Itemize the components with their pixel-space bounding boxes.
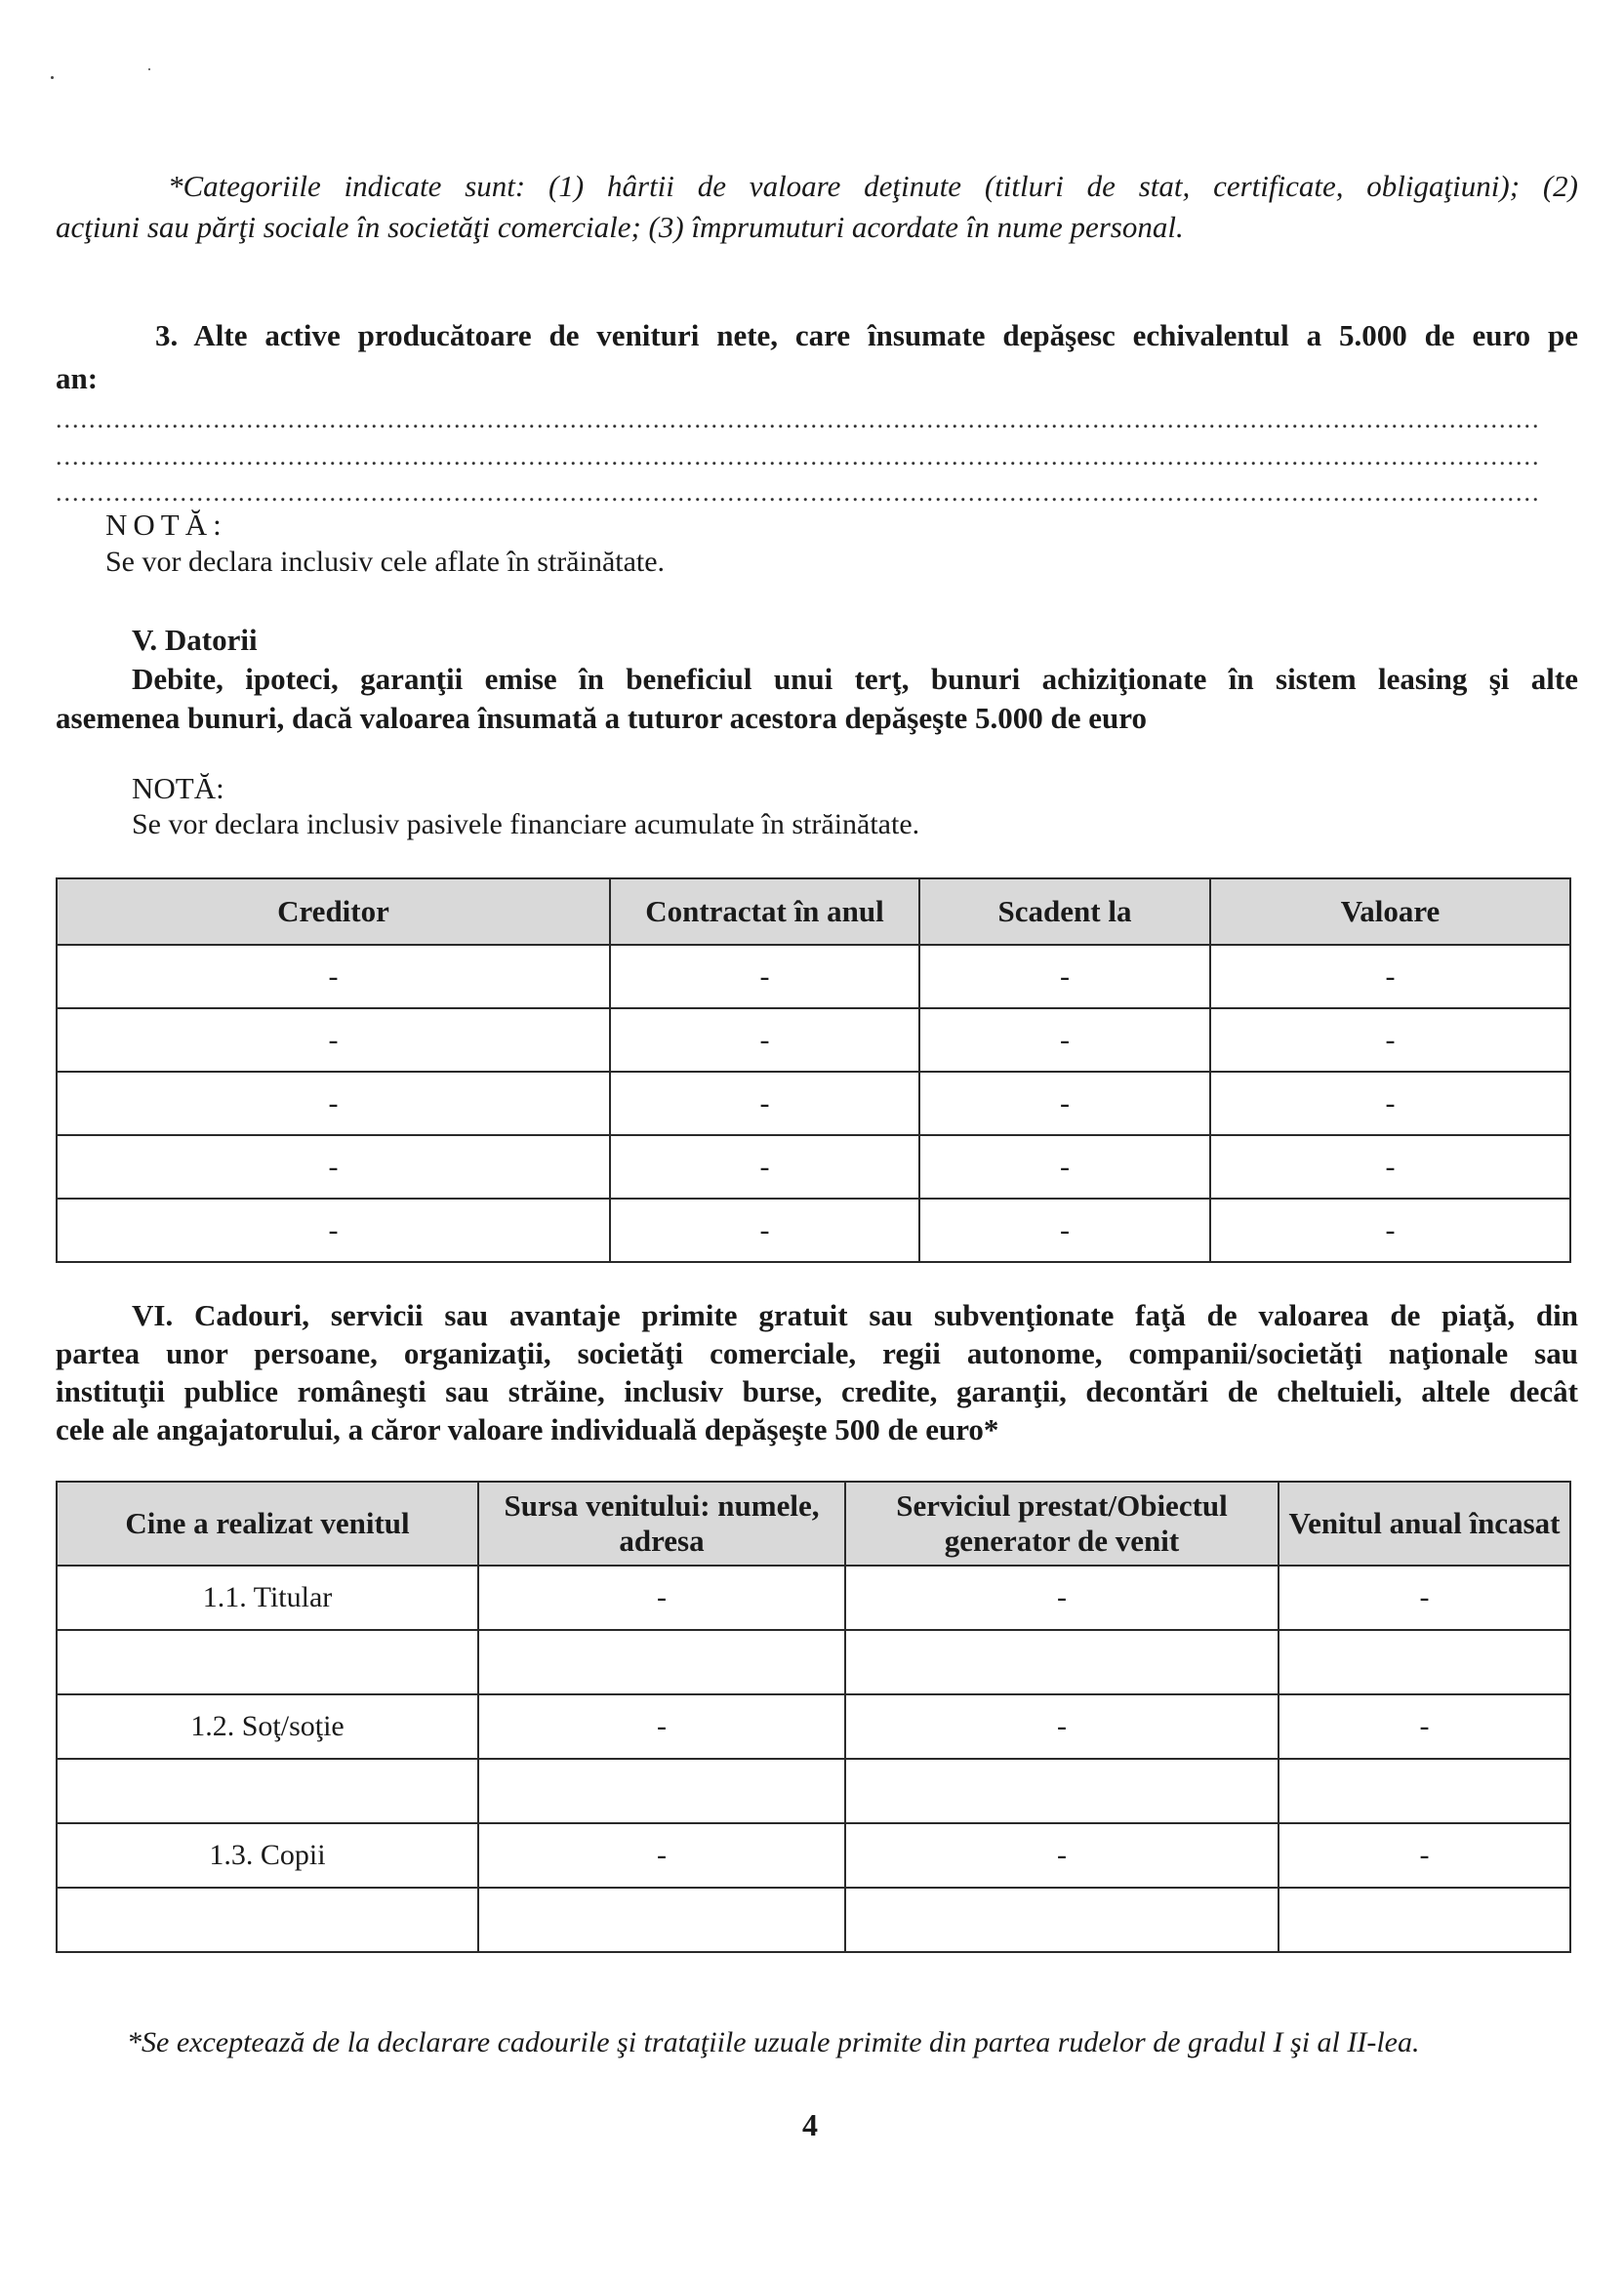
dotted-line-1: ................................................................................................................................................................................... bbox=[56, 405, 1541, 433]
section-5-description bbox=[56, 660, 1578, 738]
table-cell: - bbox=[919, 1199, 1210, 1262]
table-row bbox=[57, 1630, 1570, 1694]
section-3-heading bbox=[56, 314, 1578, 400]
categories-line-1: *Categoriile indicate sunt: (1) hârtii de valoare deţinute (titluri de stat, certificate, obligaţiuni); (2) bbox=[168, 169, 1578, 203]
table-cell: - bbox=[57, 945, 610, 1008]
table-cell: 1.2. Soţ/soţie bbox=[57, 1694, 478, 1759]
table-row bbox=[57, 1759, 1570, 1823]
dotted-line-2: ................................................................................................................................................................................... bbox=[56, 442, 1541, 470]
column-header-annual-income: Venitul anual încasat bbox=[1279, 1482, 1570, 1566]
column-header-value: Valoare bbox=[1210, 878, 1570, 945]
note-1-title: NOTĂ: bbox=[105, 508, 227, 542]
table-row bbox=[57, 1199, 1570, 1262]
section-5-line-1: Debite, ipoteci, garanţii emise în beneficiul unui terţ, bunuri achiziţionate în sistem leasing şi alte bbox=[132, 662, 1578, 696]
column-header-due-date: Scadent la bbox=[919, 878, 1210, 945]
table-cell bbox=[57, 1888, 478, 1952]
dotted-line-3: ................................................................................................................................................................................... bbox=[56, 478, 1541, 507]
table-row bbox=[57, 1072, 1570, 1135]
table-row bbox=[57, 1888, 1570, 1952]
table-cell bbox=[57, 1630, 478, 1694]
table-cell: - bbox=[610, 1008, 919, 1072]
section-6-line-2: partea unor persoane, organizaţii, societăţi comerciale, regii autonome, companii/societăţi naţionale sau bbox=[56, 1336, 1578, 1370]
section-3-line-2: an: bbox=[56, 361, 99, 395]
column-header-service-provided: Serviciul prestat/Obiectul generator de venit bbox=[845, 1482, 1279, 1566]
column-header-contracted-year: Contractat în anul bbox=[610, 878, 919, 945]
debts-table bbox=[56, 877, 1571, 1263]
column-header-who-earned: Cine a realizat venitul bbox=[57, 1482, 478, 1566]
table-cell: - bbox=[1279, 1823, 1570, 1888]
table-cell: - bbox=[57, 1199, 610, 1262]
table-row bbox=[57, 1823, 1570, 1888]
table-cell: - bbox=[1279, 1694, 1570, 1759]
table-row bbox=[57, 1566, 1570, 1630]
page-number: 4 bbox=[802, 2107, 818, 2142]
table-cell: - bbox=[610, 1072, 919, 1135]
table-cell bbox=[478, 1759, 845, 1823]
table-cell: - bbox=[478, 1694, 845, 1759]
table-cell: - bbox=[845, 1694, 1279, 1759]
table-row bbox=[57, 1135, 1570, 1199]
table-cell: - bbox=[610, 945, 919, 1008]
gifts-table bbox=[56, 1481, 1571, 1953]
table-cell: - bbox=[845, 1823, 1279, 1888]
table-cell bbox=[1279, 1759, 1570, 1823]
table-cell: - bbox=[919, 1008, 1210, 1072]
section-5-title: V. Datorii bbox=[132, 623, 258, 657]
table-cell: - bbox=[478, 1823, 845, 1888]
table-cell bbox=[478, 1630, 845, 1694]
table-row bbox=[57, 945, 1570, 1008]
table-cell: - bbox=[919, 1072, 1210, 1135]
table-cell: - bbox=[1210, 1135, 1570, 1199]
section-5-line-2: asemenea bunuri, dacă valoarea însumată a tuturor acestora depăşeşte 5.000 de euro bbox=[56, 701, 1147, 735]
note-2-title: NOTĂ: bbox=[132, 771, 224, 805]
table-cell: - bbox=[1210, 1008, 1570, 1072]
table-cell bbox=[1279, 1888, 1570, 1952]
table-cell: - bbox=[57, 1072, 610, 1135]
note-2-text: Se vor declara inclusiv pasivele financiare acumulate în străinătate. bbox=[132, 808, 920, 840]
section-6-line-3: instituţii publice româneşti sau străine, inclusiv burse, credite, garanţii, decontări de cheltuieli, altele decât bbox=[56, 1374, 1578, 1408]
table-cell bbox=[57, 1759, 478, 1823]
table-cell: - bbox=[1210, 1199, 1570, 1262]
scan-speck bbox=[148, 68, 150, 70]
table-cell: - bbox=[1210, 945, 1570, 1008]
column-header-creditor: Creditor bbox=[57, 878, 610, 945]
section-3-line-1: 3. Alte active producătoare de venituri nete, care însumate depăşesc echivalentul a 5.000 de euro pe bbox=[155, 318, 1578, 352]
table-cell: - bbox=[610, 1135, 919, 1199]
categories-footnote bbox=[56, 166, 1578, 248]
section-6-line-1: VI. Cadouri, servicii sau avantaje primite gratuit sau subvenţionate faţă de valoarea de piaţă, din bbox=[132, 1298, 1578, 1332]
gifts-footnote: *Se exceptează de la declarare cadourile şi trataţiile uzuale primite din partea rudelor de gradul I şi al II-lea. bbox=[127, 2026, 1420, 2058]
gifts-table-header-row bbox=[57, 1482, 1570, 1566]
table-cell: - bbox=[57, 1008, 610, 1072]
scan-speck bbox=[51, 76, 54, 79]
table-cell: - bbox=[919, 945, 1210, 1008]
column-header-income-source: Sursa venitului: numele, adresa bbox=[478, 1482, 845, 1566]
categories-line-2: acţiuni sau părţi sociale în societăţi comerciale; (3) împrumuturi acordate în nume personal. bbox=[56, 210, 1184, 244]
table-cell bbox=[1279, 1630, 1570, 1694]
note-1-text: Se vor declara inclusiv cele aflate în străinătate. bbox=[105, 546, 666, 578]
table-cell: 1.1. Titular bbox=[57, 1566, 478, 1630]
section-6-heading bbox=[56, 1296, 1578, 1448]
section-6-line-4: cele ale angajatorului, a căror valoare individuală depăşeşte 500 de euro* bbox=[56, 1412, 999, 1446]
table-cell bbox=[478, 1888, 845, 1952]
table-cell: - bbox=[845, 1566, 1279, 1630]
table-cell bbox=[845, 1888, 1279, 1952]
table-cell: 1.3. Copii bbox=[57, 1823, 478, 1888]
table-cell: - bbox=[1210, 1072, 1570, 1135]
table-row bbox=[57, 1694, 1570, 1759]
table-cell bbox=[845, 1630, 1279, 1694]
table-cell: - bbox=[478, 1566, 845, 1630]
table-cell bbox=[845, 1759, 1279, 1823]
debts-table-header-row bbox=[57, 878, 1570, 945]
table-row bbox=[57, 1008, 1570, 1072]
table-cell: - bbox=[610, 1199, 919, 1262]
table-cell: - bbox=[57, 1135, 610, 1199]
table-cell: - bbox=[1279, 1566, 1570, 1630]
table-cell: - bbox=[919, 1135, 1210, 1199]
